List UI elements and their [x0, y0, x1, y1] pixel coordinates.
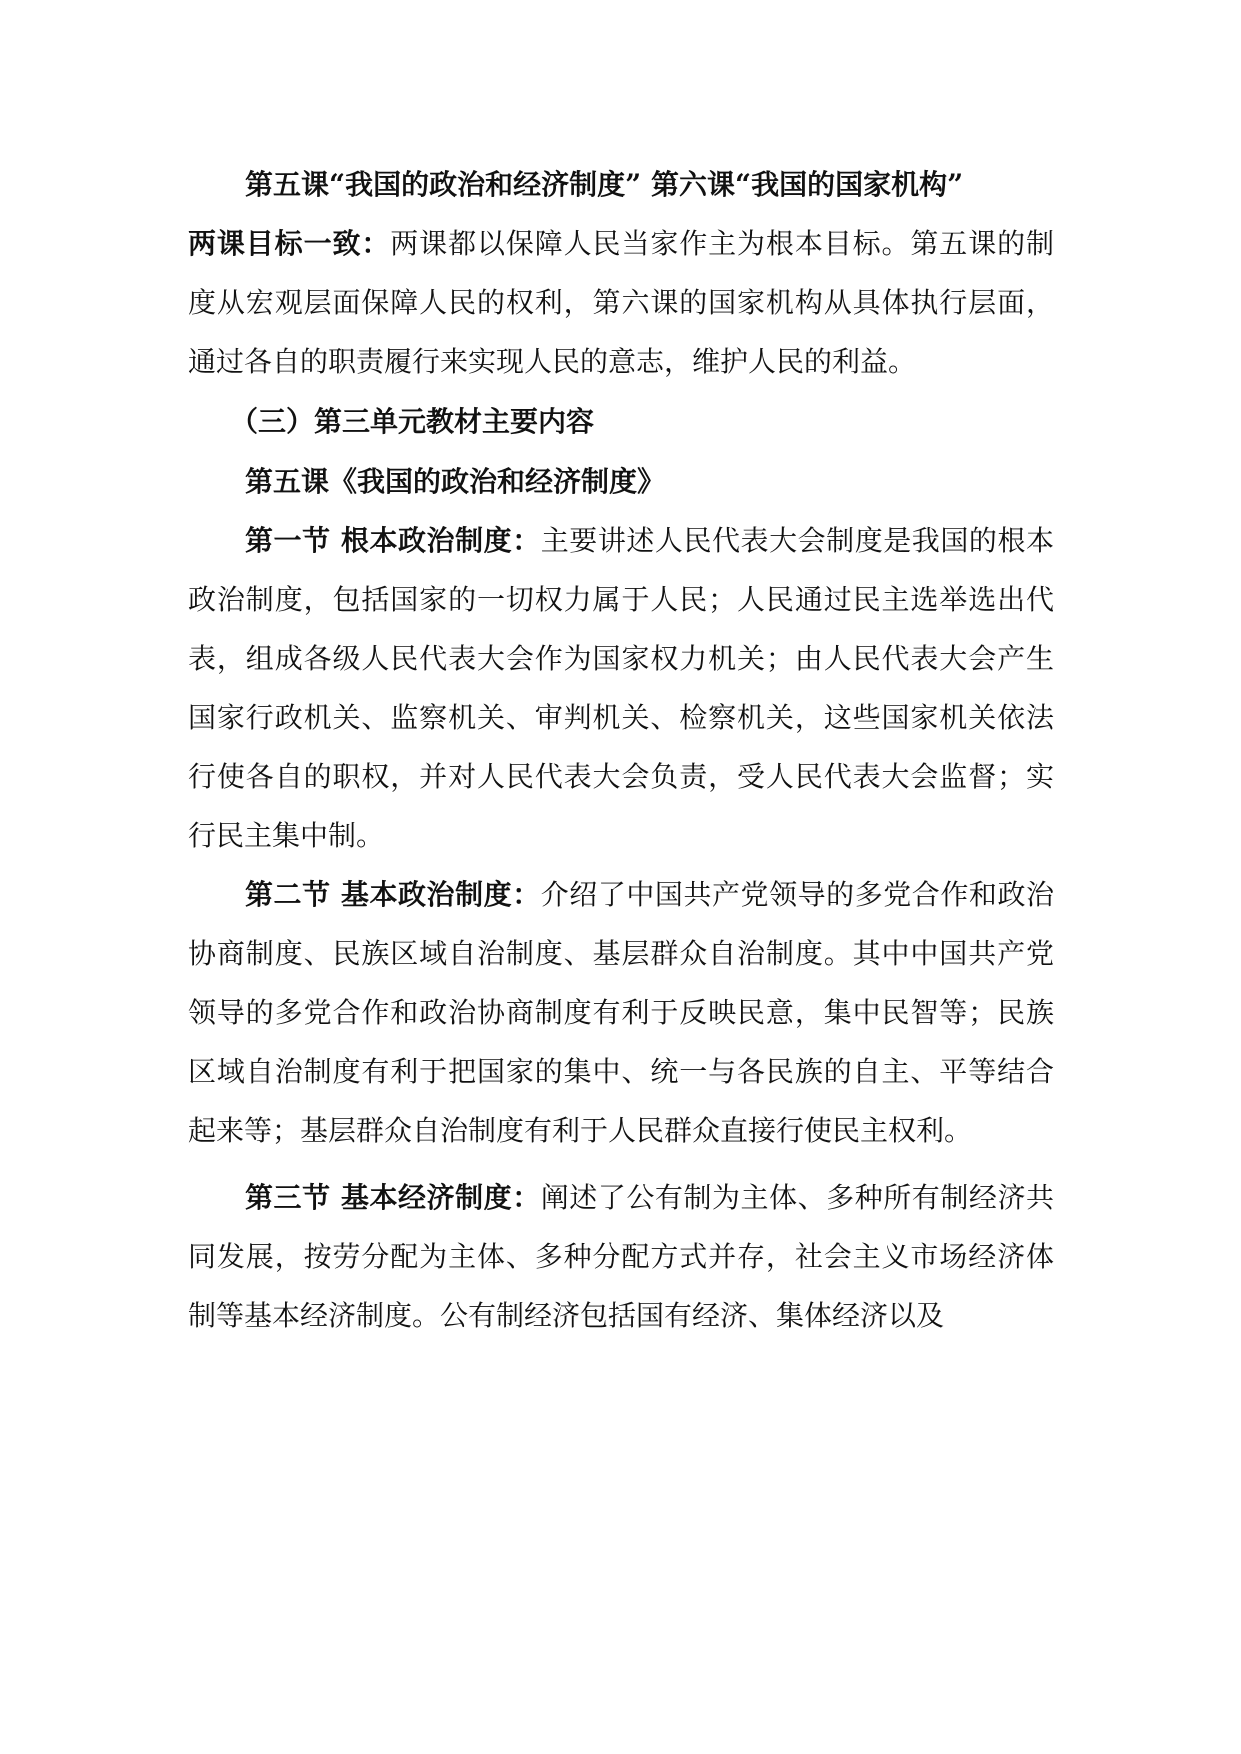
section-3-heading: 第三节 基本经济制度： [245, 1181, 541, 1214]
intro-title-line: 第五课“我国的政治和经济制度” 第六课“我国的国家机构” [245, 168, 964, 201]
intro-lead: 两课目标一致： [188, 227, 391, 260]
section-2-body: 介绍了中国共产党领导的多党合作和政治协商制度、民族区域自治制度、基层群众自治制度。其中中国共产党领导的多党合作和政治协商制度有利于反映民意，集中民智等；民族区域自治制度有利于把国家的集中、统一与各民族的自主、平等结合起来等；基层群众自治制度有利于人民群众直接行使民主权利。 [188, 878, 1054, 1147]
section-1-heading: 第一节 根本政治制度： [245, 524, 541, 557]
section-2-paragraph [188, 865, 1054, 1160]
intro-body: 两课都以保障人民当家作主为根本目标。第五课的制度从宏观层面保障人民的权利，第六课的国家机构从具体执行层面，通过各自的职责履行来实现人民的意志，维护人民的利益。 [188, 227, 1054, 378]
lesson-title: 第五课《我国的政治和经济制度》 [245, 465, 666, 498]
section-1-body: 主要讲述人民代表大会制度是我国的根本政治制度，包括国家的一切权力属于人民；人民通过民主选举选出代表，组成各级人民代表大会作为国家权力机关；由人民代表大会产生国家行政机关、监察机关、审判机关、检察机关，这些国家机关依法行使各自的职权，并对人民代表大会负责，受人民代表大会监督；实行民主集中制。 [188, 524, 1054, 852]
section-heading: （三）第三单元教材主要内容 [230, 405, 595, 438]
section-2-heading: 第二节 基本政治制度： [245, 878, 541, 911]
document-page [188, 155, 1054, 1345]
intro-paragraph [188, 214, 1054, 391]
section-1-paragraph [188, 511, 1054, 865]
section-3-paragraph [188, 1168, 1054, 1345]
section-3-body: 阐述了公有制为主体、多种所有制经济共同发展，按劳分配为主体、多种分配方式并存，社会主义市场经济体制等基本经济制度。公有制经济包括国有经济、集体经济以及 [188, 1181, 1054, 1332]
